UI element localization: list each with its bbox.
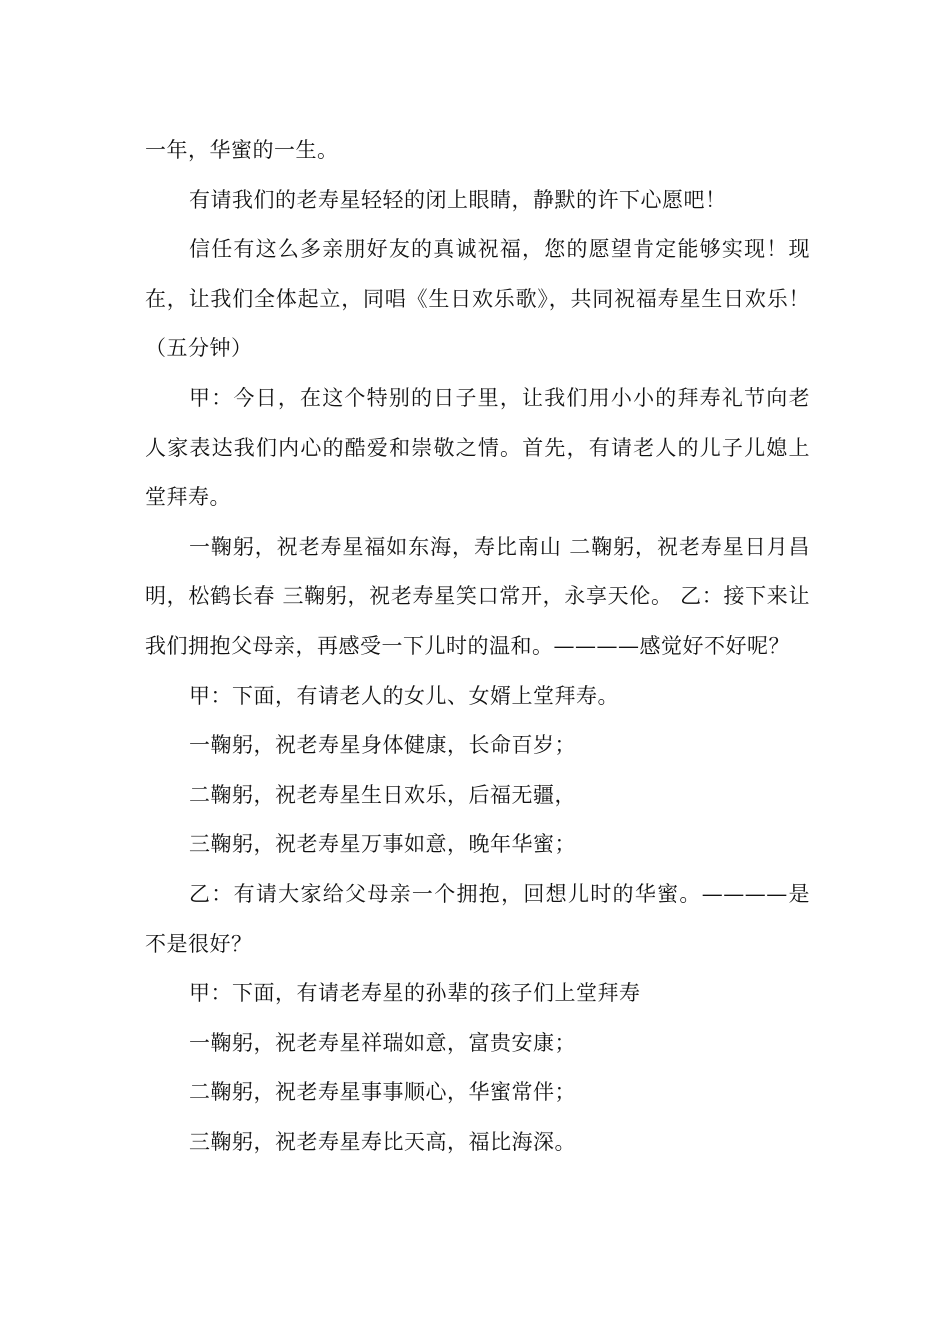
document-body — [145, 126, 810, 1167]
paragraph-7: 一鞠躬，祝老寿星身体健康，长命百岁； — [189, 733, 576, 758]
paragraph-3: 信任有这么多亲朋好友的真诚祝福，您的愿望肯定能够实现！现在，让我们全体起立，同唱《生日欢乐歌》，共同祝福寿星生日欢乐！（五分钟） — [145, 237, 810, 361]
paragraph-8: 二鞠躬，祝老寿星生日欢乐，后福无疆， — [189, 782, 576, 807]
paragraph-12: 一鞠躬，祝老寿星祥瑞如意，富贵安康； — [189, 1030, 576, 1055]
paragraph-11: 甲：下面，有请老寿星的孙辈的孩子们上堂拜寿 — [189, 981, 641, 1006]
paragraph-9: 三鞠躬，祝老寿星万事如意，晚年华蜜； — [189, 832, 576, 857]
paragraph-10: 乙：有请大家给父母亲一个拥抱，回想儿时的华蜜。————是不是很好？ — [145, 881, 810, 956]
paragraph-4: 甲：今日，在这个特别的日子里，让我们用小小的拜寿礼节向老人家表达我们内心的酷爱和崇敬之情。首先，有请老人的儿子儿媳上堂拜寿。 — [145, 385, 810, 510]
paragraph-1: 一年，华蜜的一生。 — [145, 138, 339, 162]
paragraph-5: 一鞠躬，祝老寿星福如东海，寿比南山 二鞠躬，祝老寿星日月昌明，松鹤长春 三鞠躬，祝老寿星笑口常开，永享天伦。 乙：接下来让我们拥抱父母亲，再感受一下儿时的温和。————感觉好不好呢？ — [145, 534, 810, 658]
paragraph-14: 三鞠躬，祝老寿星寿比天高，福比海深。 — [189, 1129, 576, 1154]
paragraph-6: 甲：下面，有请老人的女儿、女婿上堂拜寿。 — [189, 683, 619, 708]
paragraph-13: 二鞠躬，祝老寿星事事顺心，华蜜常伴； — [189, 1080, 576, 1105]
paragraph-2: 有请我们的老寿星轻轻的闭上眼睛，静默的许下心愿吧！ — [189, 187, 727, 212]
